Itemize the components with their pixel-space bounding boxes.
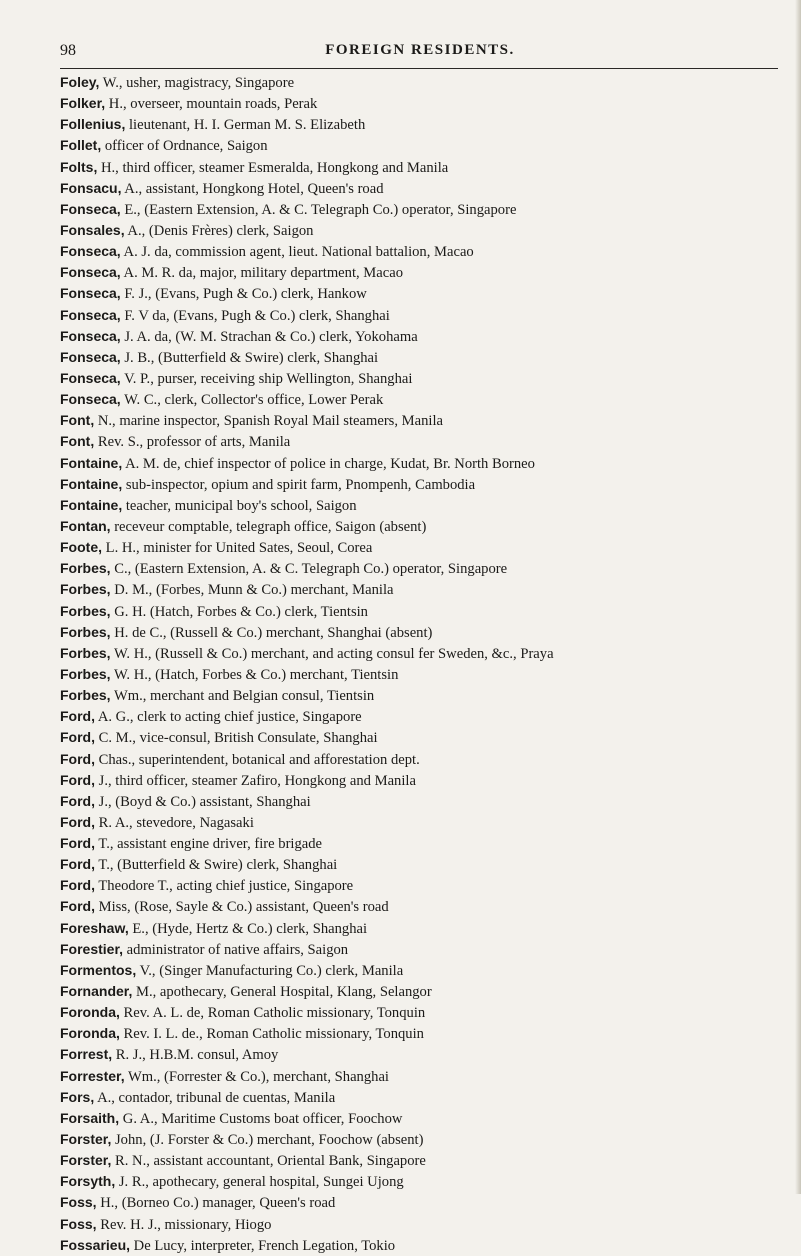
entry-surname: Forsaith, — [60, 1109, 120, 1126]
entry-surname: Fontaine, — [60, 475, 123, 492]
entry-details: E., (Eastern Extension, A. & C. Telegraph Co.) operator, Singapore — [120, 201, 517, 218]
list-item — [60, 1087, 795, 1108]
list-item — [60, 474, 795, 495]
entry-surname: Fontan, — [60, 517, 111, 534]
entry-details: T., assistant engine driver, fire brigade — [95, 836, 323, 853]
entry-surname: Forbes, — [60, 560, 111, 577]
entry-surname: Fornander, — [60, 983, 133, 1000]
list-item — [60, 410, 795, 431]
entry-surname: Ford, — [60, 813, 95, 830]
entry-details: J., third officer, steamer Zafiro, Hongkong and Manila — [95, 772, 416, 789]
list-item — [60, 706, 795, 727]
entry-details: A. J. da, commission agent, lieut. National battalion, Macao — [120, 244, 474, 261]
entry-details: Theodore T., acting chief justice, Singapore — [95, 878, 354, 895]
list-item — [60, 1023, 795, 1044]
list-item — [60, 389, 795, 410]
entry-details: administrator of native affairs, Saigon — [123, 941, 349, 958]
list-item — [60, 93, 795, 114]
list-item — [60, 72, 795, 93]
list-item — [60, 516, 795, 537]
list-item — [60, 1129, 795, 1150]
entry-surname: Forrest, — [60, 1046, 113, 1063]
entry-details: V., (Singer Manufacturing Co.) clerk, Manila — [136, 962, 404, 979]
entry-details: M., apothecary, General Hospital, Klang, Selangor — [132, 984, 432, 1001]
list-item — [60, 875, 795, 896]
entry-surname: Forbes, — [60, 623, 111, 640]
list-item — [60, 960, 795, 981]
running-title: FOREIGN RESIDENTS. — [325, 42, 515, 58]
entry-surname: Follet, — [60, 137, 102, 154]
entry-surname: Fonsales, — [60, 221, 125, 238]
entry-details: R. N., assistant accountant, Oriental Bank, Singapore — [111, 1153, 426, 1170]
list-item — [60, 220, 795, 241]
list-item — [60, 1171, 795, 1192]
list-item — [60, 199, 795, 220]
entry-surname: Folts, — [60, 158, 98, 175]
entry-surname: Ford, — [60, 708, 95, 725]
entry-details: Miss, (Rose, Sayle & Co.) assistant, Queen's road — [95, 899, 389, 916]
entry-surname: Ford, — [60, 835, 95, 852]
entry-details: J. A. da, (W. M. Strachan & Co.) clerk, Yokohama — [120, 328, 418, 345]
entry-surname: Forbes, — [60, 602, 111, 619]
entry-surname: Forster, — [60, 1131, 112, 1148]
list-item — [60, 643, 795, 664]
entry-details: J., (Boyd & Co.) assistant, Shanghai — [95, 793, 311, 810]
entry-surname: Follenius, — [60, 116, 126, 133]
list-item — [60, 495, 795, 516]
entry-surname: Foronda, — [60, 1025, 120, 1042]
entry-surname: Ford, — [60, 898, 95, 915]
list-item — [60, 368, 795, 389]
entry-surname: Foreshaw, — [60, 919, 129, 936]
entry-details: lieutenant, H. I. German M. S. Elizabeth — [125, 117, 366, 134]
entry-surname: Fonseca, — [60, 200, 121, 217]
entry-surname: Ford, — [60, 729, 95, 746]
list-item — [60, 579, 795, 600]
entry-surname: Fonsacu, — [60, 179, 122, 196]
entry-details: W. C., clerk, Collector's office, Lower Perak — [120, 392, 384, 409]
entry-details: W. H., (Hatch, Forbes & Co.) merchant, Tientsin — [110, 666, 399, 683]
entry-details: A., assistant, Hongkong Hotel, Queen's road — [121, 180, 384, 197]
entry-details: John, (J. Forster & Co.) merchant, Foochow (absent) — [111, 1132, 424, 1149]
entry-details: A. M. R. da, major, military department, Macao — [120, 265, 404, 282]
entry-surname: Forster, — [60, 1152, 112, 1169]
entry-surname: Forbes, — [60, 581, 111, 598]
list-item — [60, 896, 795, 917]
entry-surname: Fonseca, — [60, 327, 121, 344]
entry-surname: Forrester, — [60, 1067, 125, 1084]
page-number: 98 — [60, 42, 76, 59]
list-item — [60, 1235, 795, 1256]
list-item — [60, 157, 795, 178]
list-item — [60, 178, 795, 199]
entry-details: teacher, municipal boy's school, Saigon — [122, 497, 357, 514]
entry-details: Wm., merchant and Belgian consul, Tientsin — [110, 688, 375, 705]
list-item — [60, 749, 795, 770]
list-item — [60, 1108, 795, 1129]
entry-details: H., overseer, mountain roads, Perak — [105, 96, 318, 113]
entry-surname: Fonseca, — [60, 264, 121, 281]
list-item — [60, 1150, 795, 1171]
entry-details: T., (Butterfield & Swire) clerk, Shanghai — [95, 857, 338, 874]
entry-surname: Ford, — [60, 856, 95, 873]
entry-surname: Font, — [60, 433, 95, 450]
entry-details: F. V da, (Evans, Pugh & Co.) clerk, Shanghai — [120, 307, 390, 324]
list-item — [60, 114, 795, 135]
entry-surname: Forbes, — [60, 665, 111, 682]
entry-surname: Forsyth, — [60, 1173, 116, 1190]
entry-details: W., usher, magistracy, Singapore — [99, 75, 295, 91]
list-item — [60, 664, 795, 685]
list-item — [60, 283, 795, 304]
entry-surname: Fonseca, — [60, 243, 121, 260]
list-item — [60, 939, 795, 960]
entry-surname: Fonseca, — [60, 369, 121, 386]
entry-details: H., (Borneo Co.) manager, Queen's road — [96, 1195, 336, 1212]
list-item — [60, 791, 795, 812]
entry-surname: Ford, — [60, 877, 95, 894]
entry-details: J. R., apothecary, general hospital, Sungei Ujong — [115, 1174, 404, 1191]
list-item — [60, 241, 795, 262]
entry-details: R. A., stevedore, Nagasaki — [95, 814, 254, 831]
list-item — [60, 1044, 795, 1065]
entry-surname: Foronda, — [60, 1004, 120, 1021]
list-item — [60, 601, 795, 622]
entry-details: De Lucy, interpreter, French Legation, Tokio — [130, 1237, 396, 1254]
entry-details: L. H., minister for United Sates, Seoul, Corea — [102, 540, 373, 557]
entry-details: D. M., (Forbes, Munn & Co.) merchant, Manila — [110, 582, 394, 599]
directory-list — [60, 72, 795, 1256]
list-item — [60, 537, 795, 558]
list-item — [60, 622, 795, 643]
entry-details: G. A., Maritime Customs boat officer, Foochow — [119, 1110, 403, 1127]
page-edge-shadow — [795, 0, 801, 1194]
list-item — [60, 1066, 795, 1087]
entry-surname: Foote, — [60, 539, 102, 556]
page-header — [60, 42, 780, 64]
entry-surname: Ford, — [60, 750, 95, 767]
entry-details: N., marine inspector, Spanish Royal Mail steamers, Manila — [94, 413, 444, 430]
entry-details: Rev. A. L. de, Roman Catholic missionary, Tonquin — [119, 1005, 426, 1022]
entry-surname: Formentos, — [60, 961, 137, 978]
entry-surname: Fonseca, — [60, 306, 121, 323]
entry-details: sub-inspector, opium and spirit farm, Pnompenh, Cambodia — [122, 476, 476, 493]
header-rule — [60, 68, 778, 69]
entry-details: A. G., clerk to acting chief justice, Singapore — [95, 709, 362, 726]
entry-details: H. de C., (Russell & Co.) merchant, Shanghai (absent) — [110, 624, 433, 641]
entry-details: Wm., (Forrester & Co.), merchant, Shanghai — [124, 1068, 389, 1085]
list-item — [60, 453, 795, 474]
entry-details: receveur comptable, telegraph office, Saigon (absent) — [110, 518, 427, 535]
entry-details: J. B., (Butterfield & Swire) clerk, Shanghai — [120, 349, 379, 366]
entry-details: A., contador, tribunal de cuentas, Manila — [94, 1089, 336, 1106]
entry-surname: Foss, — [60, 1194, 97, 1211]
entry-details: A., (Denis Frères) clerk, Saigon — [124, 222, 314, 239]
entry-details: officer of Ordnance, Saigon — [101, 138, 268, 155]
list-item — [60, 981, 795, 1002]
entry-details: R. J., H.B.M. consul, Amoy — [112, 1047, 279, 1064]
entry-surname: Foss, — [60, 1215, 97, 1232]
entry-surname: Font, — [60, 412, 95, 429]
entry-details: C., (Eastern Extension, A. & C. Telegraph Co.) operator, Singapore — [110, 561, 508, 578]
entry-surname: Fonseca, — [60, 391, 121, 408]
entry-surname: Folker, — [60, 95, 106, 112]
list-item — [60, 1192, 795, 1213]
entry-details: Chas., superintendent, botanical and afforestation dept. — [95, 751, 420, 768]
list-item — [60, 854, 795, 875]
entry-surname: Fonseca, — [60, 348, 121, 365]
entry-details: F. J., (Evans, Pugh & Co.) clerk, Hankow — [120, 286, 367, 303]
list-item — [60, 812, 795, 833]
list-item — [60, 918, 795, 939]
entry-surname: Fontaine, — [60, 496, 123, 513]
list-item — [60, 558, 795, 579]
entry-details: V. P., purser, receiving ship Wellington, Shanghai — [120, 370, 413, 387]
entry-details: G. H. (Hatch, Forbes & Co.) clerk, Tientsin — [110, 603, 368, 620]
list-item — [60, 431, 795, 452]
entry-surname: Ford, — [60, 792, 95, 809]
entry-surname: Fossarieu, — [60, 1236, 131, 1253]
entry-surname: Forestier, — [60, 940, 124, 957]
list-item — [60, 1002, 795, 1023]
list-item — [60, 1214, 795, 1235]
entry-details: E., (Hyde, Hertz & Co.) clerk, Shanghai — [128, 920, 368, 937]
list-item — [60, 135, 795, 156]
entry-surname: Fors, — [60, 1088, 95, 1105]
entry-surname: Forbes, — [60, 687, 111, 704]
list-item — [60, 262, 795, 283]
entry-details: H., third officer, steamer Esmeralda, Hongkong and Manila — [97, 159, 449, 176]
list-item — [60, 833, 795, 854]
entry-surname: Forbes, — [60, 644, 111, 661]
entry-details: W. H., (Russell & Co.) merchant, and acting consul fer Sweden, &c., Praya — [110, 645, 554, 662]
list-item — [60, 685, 795, 706]
entry-surname: Fontaine, — [60, 454, 123, 471]
entry-details: A. M. de, chief inspector of police in charge, Kudat, Br. North Borneo — [122, 455, 535, 472]
entry-details: Rev. S., professor of arts, Manila — [94, 434, 291, 451]
entry-surname: Fonseca, — [60, 285, 121, 302]
list-item — [60, 727, 795, 748]
entry-details: C. M., vice-consul, British Consulate, Shanghai — [95, 730, 378, 747]
entry-surname: Ford, — [60, 771, 95, 788]
list-item — [60, 347, 795, 368]
entry-details: Rev. I. L. de., Roman Catholic missionary, Tonquin — [119, 1026, 424, 1043]
entry-surname: Foley, — [60, 74, 100, 90]
list-item — [60, 305, 795, 326]
list-item — [60, 326, 795, 347]
entry-details: Rev. H. J., missionary, Hiogo — [96, 1216, 272, 1233]
list-item — [60, 770, 795, 791]
